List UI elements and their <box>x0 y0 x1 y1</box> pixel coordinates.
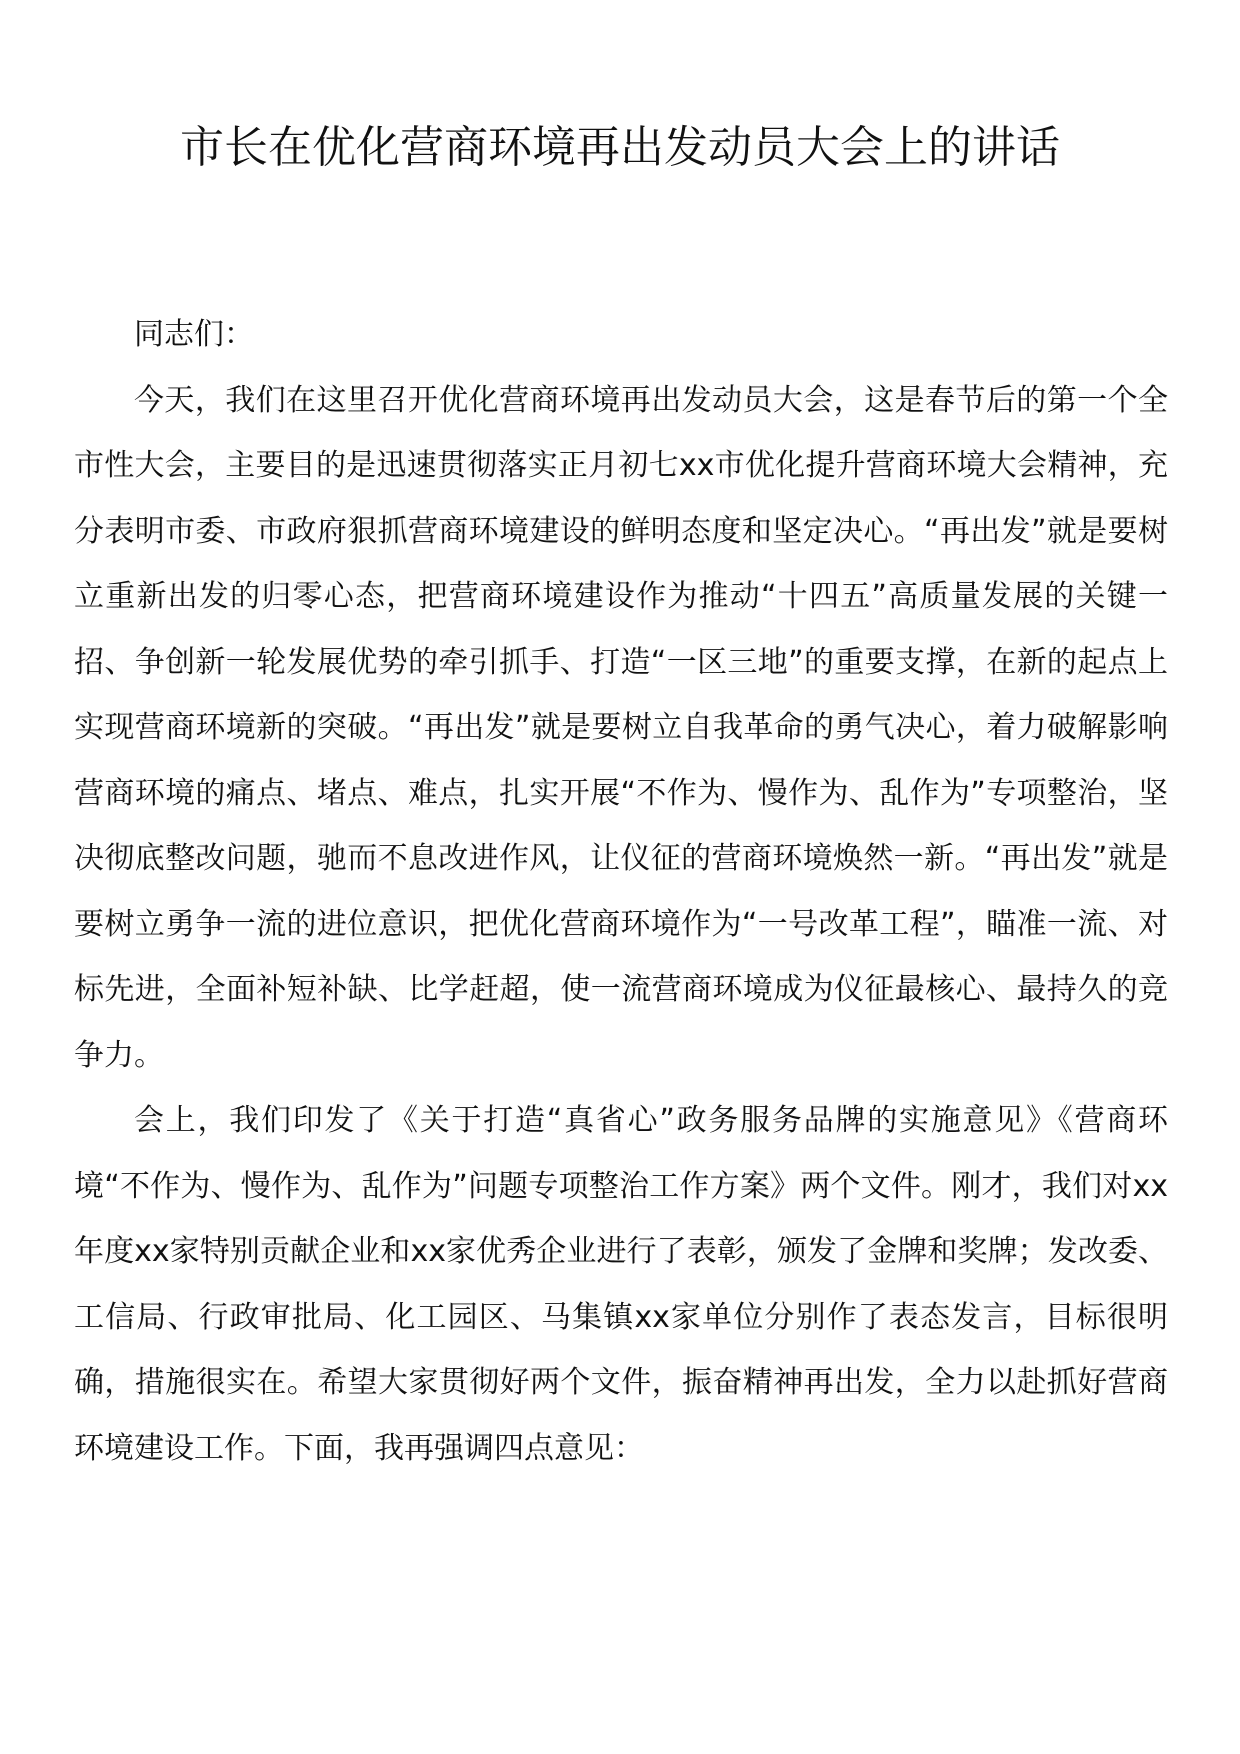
body-paragraph-1: 今天，我们在这里召开优化营商环境再出发动员大会，这是春节后的第一个全市性大会，主要目的是迅速贯彻落实正月初七xx市优化提升营商环境大会精神，充分表明市委、市政府狠抓营商环境建设的鲜明态度和坚定决心。“再出发”就是要树立重新出发的归零心态，把营商环境建设作为推动“十四五”高质量发展的关键一招、争创新一轮发展优势的牵引抓手、打造“一区三地”的重要支撑，在新的起点上实现营商环境新的突破。“再出发”就是要树立自我革命的勇气决心，着力破解影响营商环境的痛点、堵点、难点，扎实开展“不作为、慢作为、乱作为”专项整治，坚决彻底整改问题，驰而不息改进作风，让仪征的营商环境焕然一新。“再出发”就是要树立勇争一流的进位意识，把优化营商环境作为“一号改革工程”，瞄准一流、对标先进，全面补短补缺、比学赶超，使一流营商环境成为仪征最核心、最持久的竞争力。 <box>74 382 1168 1073</box>
salutation: 同志们： <box>134 317 254 352</box>
body-paragraph-2: 会上，我们印发了《关于打造“真省心”政务服务品牌的实施意见》《营商环境“不作为、慢作为、乱作为”问题专项整治工作方案》两个文件。刚才，我们对xx年度xx家特别贡献企业和xx家优秀企业进行了表彰，颁发了金牌和奖牌；发改委、工信局、行政审批局、化工园区、马集镇xx家单位分别作了表态发言，目标很明确，措施很实在。希望大家贯彻好两个文件，振奋精神再出发，全力以赴抓好营商环境建设工作。下面，我再强调四点意见： <box>74 1103 1168 1466</box>
document-body <box>74 302 1168 1481</box>
document-title: 市长在优化营商环境再出发动员大会上的讲话 <box>180 122 1060 173</box>
